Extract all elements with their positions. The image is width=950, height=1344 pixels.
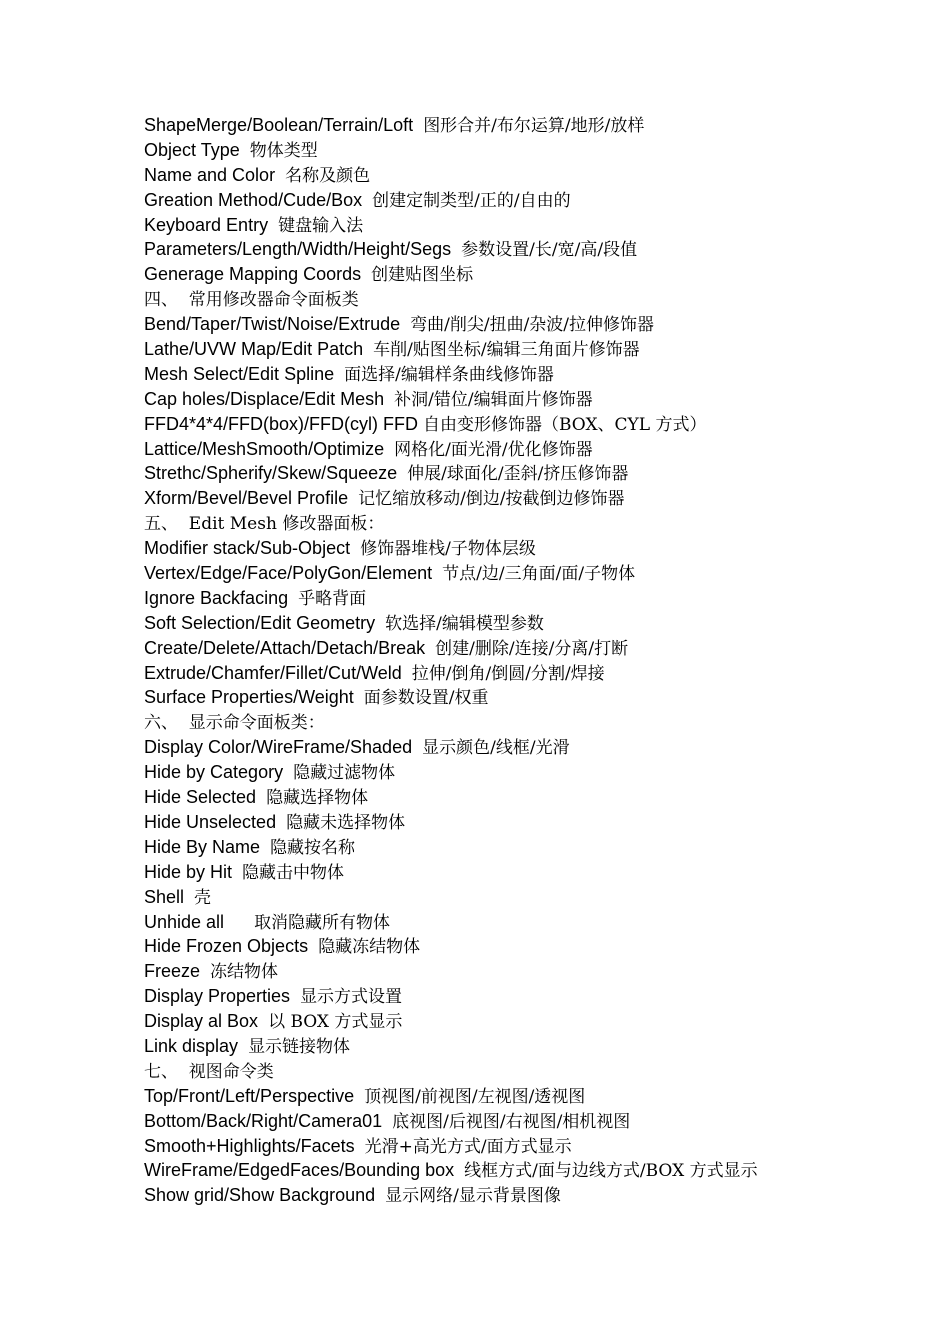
text-line bbox=[144, 138, 934, 163]
english-term: Bottom/Back/Right/Camera01 bbox=[144, 1110, 393, 1131]
english-term: Xform/Bevel/Bevel Profile bbox=[144, 488, 359, 509]
text-line bbox=[144, 611, 934, 636]
chinese-translation: 创建/删除/连接/分离/打断 bbox=[435, 638, 629, 659]
english-term: Hide Frozen Objects bbox=[144, 936, 319, 957]
text-line bbox=[144, 287, 934, 312]
english-term: Mesh Select/Edit Spline bbox=[144, 363, 345, 384]
text-line bbox=[144, 1183, 934, 1208]
chinese-translation: 光滑+高光方式/面方式显示 bbox=[364, 1136, 572, 1157]
english-term: Extrude/Chamfer/Fillet/Cut/Weld bbox=[144, 662, 412, 683]
text-line bbox=[144, 1084, 934, 1109]
chinese-translation: 乎略背面 bbox=[298, 588, 367, 609]
chinese-translation: 底视图/后视图/右视图/相机视图 bbox=[392, 1111, 631, 1132]
english-term: Greation Method/Cude/Box bbox=[144, 189, 373, 210]
chinese-translation: 自由变形修饰器（BOX、CYL 方式） bbox=[423, 414, 707, 435]
chinese-translation: 拉伸/倒角/倒圆/分割/焊接 bbox=[411, 663, 605, 684]
text-line bbox=[144, 461, 934, 486]
text-line bbox=[144, 362, 934, 387]
chinese-translation: 图形合并/布尔运算/地形/放样 bbox=[423, 116, 645, 136]
text-line bbox=[144, 486, 934, 511]
english-term: Keyboard Entry bbox=[144, 214, 279, 235]
english-term: Hide By Name bbox=[144, 836, 271, 857]
chinese-translation: 节点/边/三角面/面/子物体 bbox=[442, 564, 636, 585]
chinese-translation: 冻结物体 bbox=[210, 962, 279, 983]
text-line bbox=[144, 163, 934, 188]
english-term: Link display bbox=[144, 1035, 249, 1056]
chinese-translation: 隐藏冻结物体 bbox=[318, 937, 421, 958]
text-line bbox=[144, 113, 934, 138]
chinese-translation: 顶视图/前视图/左视图/透视图 bbox=[364, 1086, 586, 1107]
text-line bbox=[144, 1034, 934, 1059]
chinese-translation: 伸展/球面化/歪斜/挤压修饰器 bbox=[407, 464, 629, 485]
chinese-translation: 补洞/错位/编辑面片修饰器 bbox=[394, 389, 593, 410]
chinese-translation: 创建贴图坐标 bbox=[371, 265, 474, 286]
chinese-translation: 软选择/编辑模型参数 bbox=[385, 613, 544, 634]
chinese-translation: 显示方式设置 bbox=[300, 987, 403, 1008]
text-line bbox=[144, 735, 934, 760]
chinese-translation: 五、 Edit Mesh 修改器面板： bbox=[144, 514, 385, 535]
chinese-translation: 显示网络/显示背景图像 bbox=[385, 1186, 561, 1207]
english-term: Parameters/Length/Width/Height/Segs bbox=[144, 239, 462, 260]
chinese-translation: 六、 显示命令面板类： bbox=[144, 713, 325, 734]
english-term: Create/Delete/Attach/Detach/Break bbox=[144, 637, 436, 658]
text-line bbox=[144, 586, 934, 611]
text-line bbox=[144, 213, 934, 238]
text-line bbox=[144, 262, 934, 287]
english-term: Freeze bbox=[144, 961, 211, 982]
text-line bbox=[144, 1059, 934, 1084]
chinese-translation: 弯曲/削尖/扭曲/杂波/拉伸修饰器 bbox=[410, 315, 655, 336]
chinese-translation: 名称及颜色 bbox=[285, 165, 371, 186]
english-term: Cap holes/Displace/Edit Mesh bbox=[144, 388, 395, 409]
text-line bbox=[144, 984, 934, 1009]
english-term: Display Properties bbox=[144, 986, 301, 1007]
text-line bbox=[144, 1134, 934, 1159]
chinese-translation: 修饰器堆栈/子物体层级 bbox=[360, 539, 536, 560]
text-line bbox=[144, 785, 934, 810]
chinese-translation: 线框方式/面与边线方式/BOX 方式显示 bbox=[464, 1161, 758, 1182]
chinese-translation: 记忆缩放移动/倒边/按截倒边修饰器 bbox=[358, 489, 625, 510]
text-line bbox=[144, 1009, 934, 1034]
english-term: Hide by Category bbox=[144, 762, 294, 783]
chinese-translation: 网格化/面光滑/优化修饰器 bbox=[394, 439, 593, 460]
english-term: ShapeMerge/Boolean/Terrain/Loft bbox=[144, 115, 424, 135]
english-term: Lattice/MeshSmooth/Optimize bbox=[144, 438, 395, 459]
text-line bbox=[144, 685, 934, 710]
english-term: Unhide all bbox=[144, 911, 255, 932]
english-term: Hide Unselected bbox=[144, 811, 287, 832]
text-line bbox=[144, 710, 934, 735]
english-term: Shell bbox=[144, 886, 195, 907]
chinese-translation: 面参数设置/权重 bbox=[363, 688, 489, 709]
chinese-translation: 参数设置/长/宽/高/段值 bbox=[461, 240, 638, 261]
text-line bbox=[144, 387, 934, 412]
text-line bbox=[144, 511, 934, 536]
chinese-translation: 取消隐藏所有物体 bbox=[254, 912, 391, 933]
english-term: FFD4*4*4/FFD(box)/FFD(cyl) FFD bbox=[144, 413, 423, 434]
chinese-translation: 键盘输入法 bbox=[278, 215, 364, 236]
chinese-translation: 隐藏过滤物体 bbox=[293, 763, 396, 784]
text-line bbox=[144, 312, 934, 337]
english-term: Top/Front/Left/Perspective bbox=[144, 1085, 365, 1106]
english-term: Generage Mapping Coords bbox=[144, 264, 372, 285]
text-line bbox=[144, 636, 934, 661]
text-line bbox=[144, 860, 934, 885]
english-term: Strethc/Spherify/Skew/Squeeze bbox=[144, 463, 408, 484]
chinese-translation: 隐藏击中物体 bbox=[242, 862, 345, 883]
chinese-translation: 隐藏未选择物体 bbox=[286, 812, 406, 833]
english-term: Surface Properties/Weight bbox=[144, 687, 364, 708]
text-line bbox=[144, 760, 934, 785]
text-line bbox=[144, 188, 934, 213]
english-term: Hide by Hit bbox=[144, 861, 243, 882]
text-line bbox=[144, 661, 934, 686]
text-line bbox=[144, 934, 934, 959]
english-term: Soft Selection/Edit Geometry bbox=[144, 612, 386, 633]
text-line bbox=[144, 959, 934, 984]
text-line bbox=[144, 412, 934, 437]
text-line bbox=[144, 437, 934, 462]
text-line bbox=[144, 237, 934, 262]
text-line bbox=[144, 885, 934, 910]
text-line bbox=[144, 1158, 934, 1183]
chinese-translation: 四、 常用修改器命令面板类 bbox=[144, 290, 359, 311]
english-term: Display Color/WireFrame/Shaded bbox=[144, 737, 423, 758]
chinese-translation: 物体类型 bbox=[249, 140, 318, 161]
chinese-translation: 以 BOX 方式显示 bbox=[268, 1012, 403, 1033]
english-term: Show grid/Show Background bbox=[144, 1185, 386, 1206]
english-term: Display al Box bbox=[144, 1011, 269, 1032]
chinese-translation: 创建定制类型/正的/自由的 bbox=[372, 190, 571, 211]
chinese-translation: 隐藏选择物体 bbox=[266, 788, 369, 809]
english-term: Modifier stack/Sub-Object bbox=[144, 538, 361, 559]
english-term: Vertex/Edge/Face/PolyGon/Element bbox=[144, 563, 443, 584]
english-term: Bend/Taper/Twist/Noise/Extrude bbox=[144, 314, 411, 335]
english-term: Lathe/UVW Map/Edit Patch bbox=[144, 339, 374, 360]
chinese-translation: 显示链接物体 bbox=[248, 1036, 351, 1057]
chinese-translation: 车削/贴图坐标/编辑三角面片修饰器 bbox=[373, 340, 640, 361]
text-line bbox=[144, 536, 934, 561]
text-line bbox=[144, 810, 934, 835]
chinese-translation: 显示颜色/线框/光滑 bbox=[422, 738, 570, 759]
chinese-translation: 七、 视图命令类 bbox=[144, 1061, 274, 1082]
english-term: Name and Color bbox=[144, 164, 286, 185]
chinese-translation: 面选择/编辑样条曲线修饰器 bbox=[344, 364, 554, 385]
chinese-translation: 隐藏按名称 bbox=[270, 837, 356, 858]
text-line bbox=[144, 835, 934, 860]
document-body bbox=[144, 113, 934, 1208]
chinese-translation: 壳 bbox=[194, 887, 212, 908]
english-term: WireFrame/EdgedFaces/Bounding box bbox=[144, 1160, 465, 1181]
english-term: Hide Selected bbox=[144, 787, 267, 808]
text-line bbox=[144, 337, 934, 362]
text-line bbox=[144, 910, 934, 935]
text-line bbox=[144, 1109, 934, 1134]
english-term: Object Type bbox=[144, 139, 250, 160]
english-term: Smooth+Highlights/Facets bbox=[144, 1135, 365, 1156]
english-term: Ignore Backfacing bbox=[144, 587, 299, 608]
text-line bbox=[144, 561, 934, 586]
